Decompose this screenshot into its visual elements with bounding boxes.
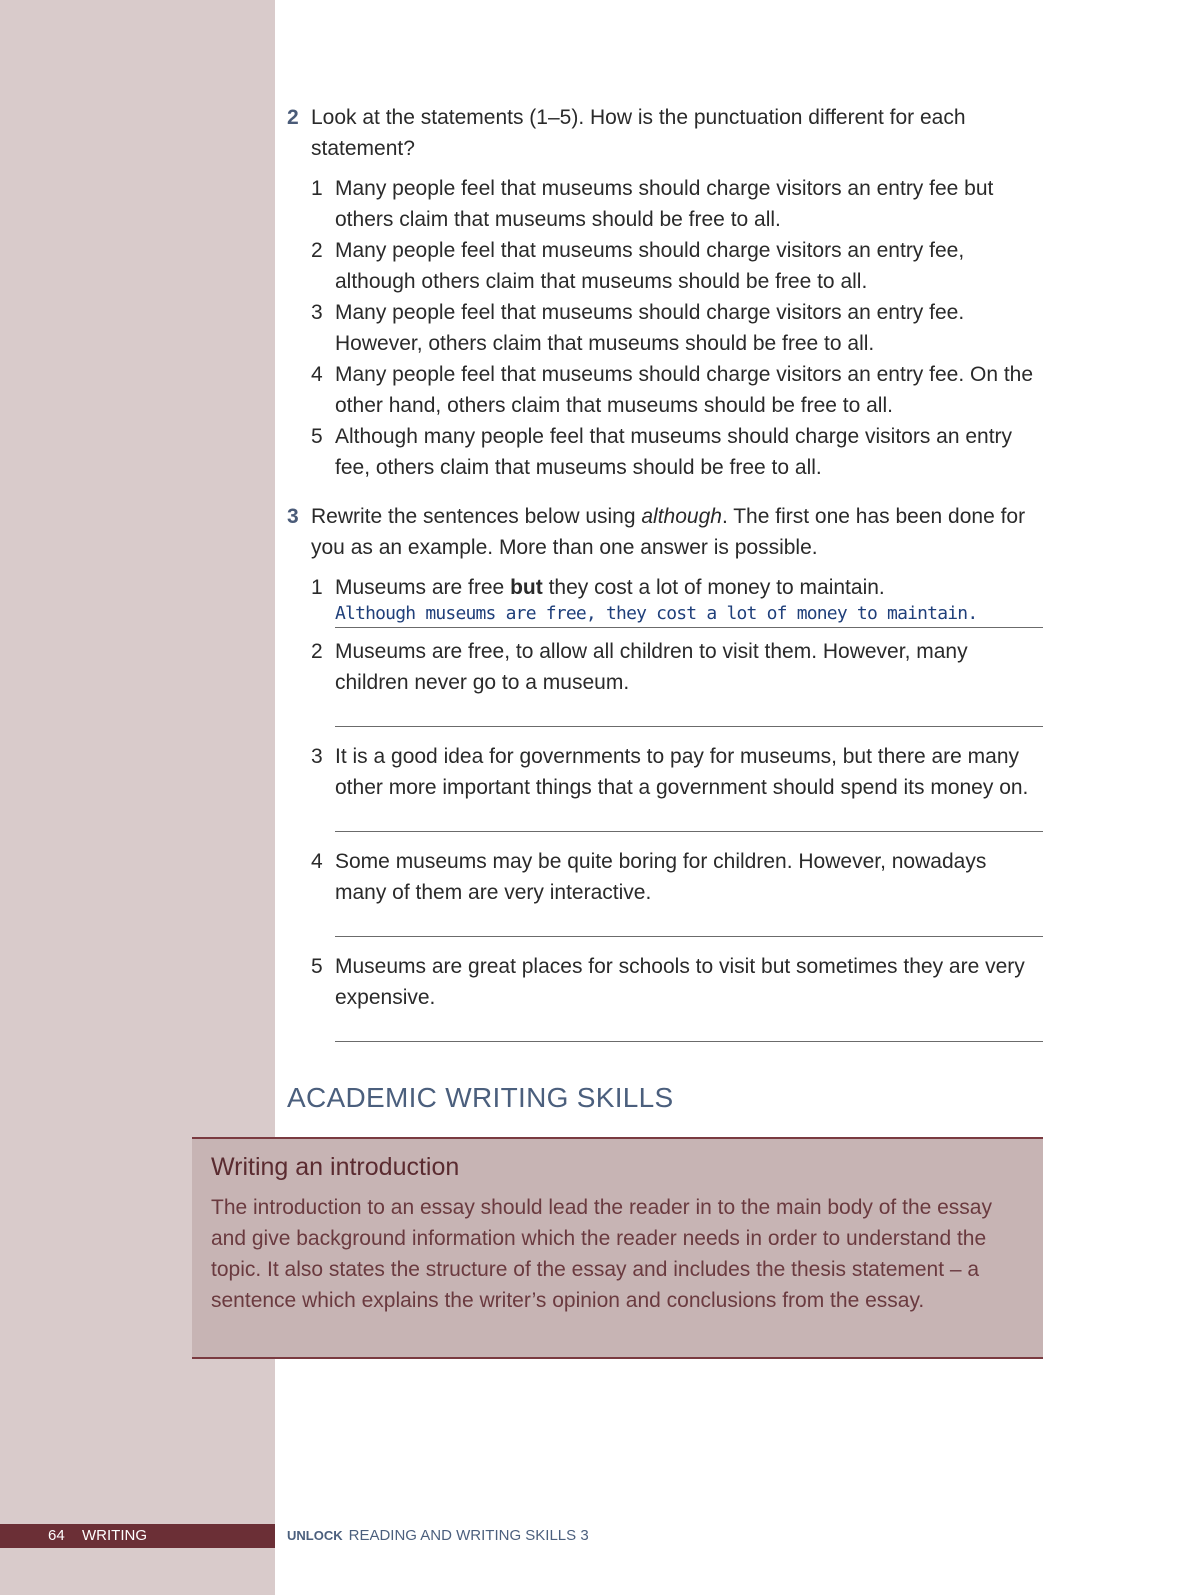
answer-line[interactable] [335, 1013, 1043, 1042]
brand-logo: UNLOCK [287, 1528, 343, 1543]
item-number: 1 [311, 576, 323, 599]
example-answer: Although museums are free, they cost a lot of money to maintain. [335, 603, 1043, 628]
list-item [311, 359, 1043, 421]
list-item [311, 297, 1043, 359]
exercise-2 [287, 102, 1043, 483]
answer-line[interactable] [335, 908, 1043, 937]
item-number: 1 [311, 177, 323, 200]
section-heading: ACADEMIC WRITING SKILLS [287, 1082, 674, 1113]
book-title: READING AND WRITING SKILLS 3 [348, 1527, 589, 1544]
exercise-instruction [311, 501, 1043, 563]
footer-section-bar [0, 1524, 275, 1548]
exercise-instruction: Look at the statements (1–5). How is the punctuation different for each statement? [311, 106, 966, 160]
item-text: Many people feel that museums should charge visitors an entry fee. On the other hand, others claim that museums should be free to all. [335, 363, 1034, 417]
item-number: 4 [311, 363, 323, 386]
exercise-number: 2 [287, 106, 299, 129]
item-text: Many people feel that museums should charge visitors an entry fee but others claim that museums should be free to all. [335, 177, 994, 231]
skills-box-title: Writing an introduction [211, 1153, 460, 1181]
item-text: It is a good idea for governments to pay for museums, but there are many other more important things that a government should spend its money on. [335, 745, 1029, 799]
item-text: they cost a lot of money to maintain. [542, 576, 885, 599]
skills-box [192, 1137, 1043, 1359]
item-text: Some museums may be quite boring for children. However, nowadays many of them are very interactive. [335, 850, 987, 904]
item-bold: but [510, 576, 543, 599]
item-number: 2 [311, 239, 323, 262]
answer-line[interactable] [335, 803, 1043, 832]
item-number: 3 [311, 745, 323, 768]
item-number: 3 [311, 301, 323, 324]
skills-box-body: The introduction to an essay should lead the reader in to the main body of the essay and give background information which the reader needs in order to understand the topic. It also states the structure of the essay and includes the thesis statement – a sentence which explains the writer’s opinion and conclusions from the essay. [211, 1196, 992, 1312]
exercise-3 [287, 501, 1043, 1042]
section-label: WRITING [82, 1527, 147, 1544]
list-item [311, 636, 1043, 727]
item-number: 5 [311, 425, 323, 448]
list-item [311, 951, 1043, 1042]
answer-line[interactable] [335, 698, 1043, 727]
list-item [311, 846, 1043, 937]
statement-list [311, 173, 1043, 483]
instruction-text: Rewrite the sentences below using [311, 505, 642, 528]
sentence-list [311, 572, 1043, 1042]
list-item [311, 572, 1043, 628]
item-number: 4 [311, 850, 323, 873]
list-item [311, 741, 1043, 832]
item-text: Museums are great places for schools to visit but sometimes they are very expensive. [335, 955, 1025, 1009]
exercise-number: 3 [287, 505, 299, 528]
item-text: Museums are free, to allow all children to visit them. However, many children never go to a museum. [335, 640, 968, 694]
item-text: Museums are free [335, 576, 511, 599]
list-item [311, 173, 1043, 235]
item-text: Many people feel that museums should charge visitors an entry fee. However, others claim that museums should be free to all. [335, 301, 965, 355]
list-item [311, 235, 1043, 297]
item-number: 5 [311, 955, 323, 978]
item-text: Many people feel that museums should charge visitors an entry fee, although others claim that museums should be free to all. [335, 239, 965, 293]
page-content [287, 102, 1043, 1060]
item-number: 2 [311, 640, 323, 663]
footer-book-title [287, 1524, 589, 1548]
item-text: Although many people feel that museums should charge visitors an entry fee, others claim that museums should be free to all. [335, 425, 1013, 479]
instruction-text: . The first one has been done for you as an example. More than one answer is possible. [311, 505, 1026, 559]
page-number: 64 [48, 1527, 65, 1544]
list-item [311, 421, 1043, 483]
instruction-italic: although [641, 505, 722, 528]
